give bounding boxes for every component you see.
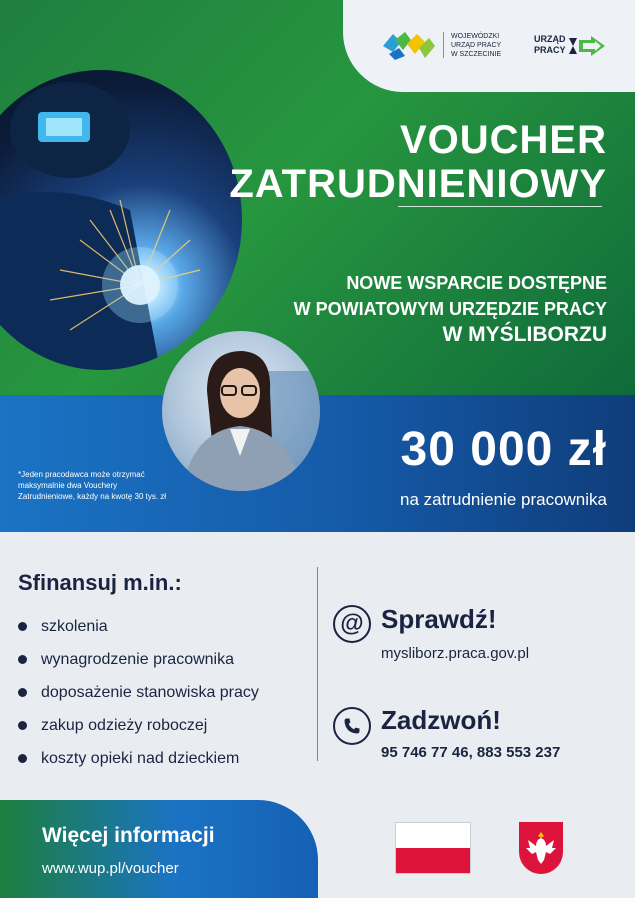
title-line-2: ZATRUDNIENIOWY xyxy=(229,162,607,206)
list-item xyxy=(18,676,259,709)
at-sign-icon: @ xyxy=(333,605,371,643)
up-line-1: URZĄD xyxy=(534,34,566,44)
logo-panel xyxy=(343,0,635,92)
list-item xyxy=(18,742,259,775)
wup-logo-icon xyxy=(381,30,437,62)
list-item-label: doposażenie stanowiska pracy xyxy=(41,683,259,701)
title-line-1: VOUCHER xyxy=(399,118,607,162)
bullet-icon xyxy=(18,721,27,730)
up-logo-icon xyxy=(567,34,607,58)
voucher-amount: 30 000 zł xyxy=(400,423,607,476)
bullet-icon xyxy=(18,688,27,697)
up-logo-text xyxy=(534,34,566,56)
up-line-2: PRACY xyxy=(534,45,566,55)
list-item xyxy=(18,610,259,643)
wup-line-2: URZĄD PRACY xyxy=(451,42,502,49)
footnote: *Jeden pracodawca może otrzymać maksymalnie dwa Vouchery Zatrudnieniowe, każdy na kwotę 30 tys. zł xyxy=(18,470,167,501)
subtitle-line-2: W POWIATOWYM URZĘDZIE PRACY xyxy=(293,299,607,319)
phone-icon xyxy=(333,707,371,745)
check-heading: Sprawdź! xyxy=(381,604,497,634)
subtitle-line-1: NOWE WSPARCIE DOSTĘPNE xyxy=(346,273,607,293)
bullet-icon xyxy=(18,655,27,664)
finance-list xyxy=(18,610,259,775)
amount-description: na zatrudnienie pracownika xyxy=(400,490,607,509)
polish-flag-icon xyxy=(396,823,470,873)
website-link[interactable]: mysliborz.praca.gov.pl xyxy=(381,645,530,662)
subtitle-line-3: W MYŚLIBORZU xyxy=(442,323,607,346)
list-item xyxy=(18,709,259,742)
list-item-label: wynagrodzenie pracownika xyxy=(41,650,234,668)
finance-title: Sfinansuj m.in.: xyxy=(18,570,182,595)
more-info-panel xyxy=(0,800,318,898)
polish-eagle-emblem-icon xyxy=(519,822,563,874)
hero-subtitle xyxy=(294,270,607,348)
list-item xyxy=(18,643,259,676)
wup-line-1: WOJEWÓDZKI xyxy=(451,33,500,40)
more-info-link[interactable]: www.wup.pl/voucher xyxy=(42,860,179,877)
section-divider xyxy=(317,567,318,761)
hero-title xyxy=(229,118,607,206)
logo-divider xyxy=(443,32,444,58)
title-underline xyxy=(398,206,602,207)
list-item-label: zakup odzieży roboczej xyxy=(41,716,208,734)
wup-line-3: W SZCZECINIE xyxy=(451,51,502,58)
bullet-icon xyxy=(18,622,27,631)
phone-numbers[interactable]: 95 746 77 46, 883 553 237 xyxy=(381,744,561,761)
list-item-label: koszty opieki nad dzieckiem xyxy=(41,749,240,767)
wup-logo-text xyxy=(451,32,501,59)
call-heading: Zadzwoń! xyxy=(381,705,501,735)
businesswoman-photo xyxy=(162,331,320,491)
bullet-icon xyxy=(18,754,27,763)
more-info-title: Więcej informacji xyxy=(42,824,215,847)
list-item-label: szkolenia xyxy=(41,617,108,635)
